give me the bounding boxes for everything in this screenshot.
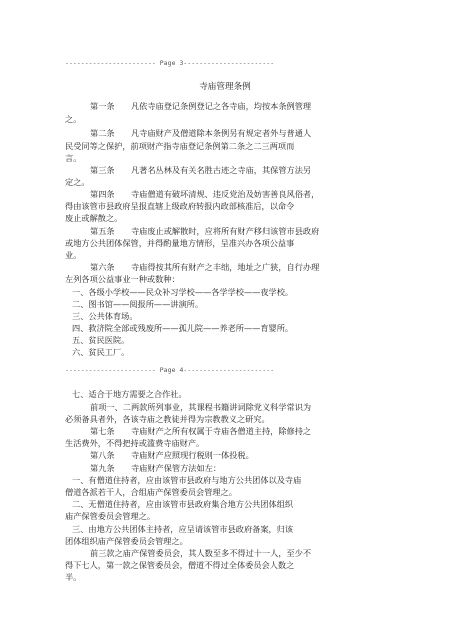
text-line: 民受同等之保护，前项财产指寺庙登记条例第二条之二三两项而 [65,141,295,151]
text-line: 七、适合于地方需要之合作社。 [72,389,187,399]
text-line: 言。 [65,153,82,163]
text-line: 左列各项公益事业一种或数种： [65,274,180,284]
text-line: 第一条 凡依寺庙登记条例登记之各寺庙，均按本条例管理 [90,101,312,111]
text-line: 第九条 寺庙财产保管方法如左： [90,463,222,473]
text-line: 僧道各派若干人，合组庙产保管委员会管理之。 [65,487,237,497]
text-line: 二、图书馆——阅报所——讲演所。 [72,299,204,309]
text-line: 半。 [65,572,82,582]
text-line: 五、贫民医院。 [72,335,130,345]
text-line: 第八条 寺庙财产应照现行税则一体投税。 [90,450,254,460]
text-line: 第七条 寺庙财产之所有权属于寺庙各僧道主持，除修持之 [90,426,312,436]
text-line: 之。 [65,114,82,124]
text-line: 第三条 凡著名丛林及有关名胜古迹之寺庙，其保管方法另 [90,165,312,175]
text-line: 生活费外，不得把持或滥费寺庙财产。 [65,438,205,448]
text-line: 得由该管市县政府呈报直辖上级政府转报内政部核准后，以命令 [65,201,295,211]
text-line: 一、各级小学校——民众补习学校——各学学校——夜学校。 [72,287,294,297]
text-line: 或地方公共团体保管，并得酌量地方情形，呈准兴办各项公益事 [65,238,295,248]
text-line: 定之。 [65,177,90,187]
text-line: 三、公共体育场。 [72,311,138,321]
text-line: 废止或解散之。 [65,213,123,223]
text-line: 前三款之庙产保管委员会，其人数至多不得过十一人，至少不 [90,548,312,558]
text-line: 必须备具者外，各该寺庙之教徒并得为宗教教义之研究。 [65,414,270,424]
page-separator-4: ----------------------- Page 4----------------------- [65,366,275,374]
text-line: 第五条 寺庙废止或解散时，应将所有财产移归该管市县政府 [90,226,320,236]
text-line: 二、无僧道住持者，应由该管市县政府集合地方公共团体组织 [72,499,294,509]
text-line: 六、贫民工厂。 [72,347,130,357]
text-line: 业。 [65,250,82,260]
text-line: 第六条 寺庙得按其所有财产之丰绌，地址之广狭，自行办理 [90,262,320,272]
text-line: 得下七人，第一款之保管委员会，僧道不得过全体委员会人数之 [65,560,295,570]
text-line: 四、救济院全部或残废所——孤儿院——养老所——育婴所。 [72,323,294,333]
text-line: 三、由地方公共团体主持者，应呈请该管市县政府备案，归该 [72,524,294,534]
page-separator-3: ----------------------- Page 3----------------------- [65,59,275,67]
document-title: 寺庙管理条例 [199,82,251,92]
text-line: 庙产保管委员会管理之。 [65,511,156,521]
text-line: 一、有僧道住持者，应由该管市县政府与地方公共团体以及寺庙 [72,475,302,485]
text-line: 前项一、二两款所列事业，其课程书籍讲词除党义科学常识为 [90,402,312,412]
text-line: 第二条 凡寺庙财产及僧道除本条例另有规定者外与普通人 [90,128,312,138]
text-line: 第四条 寺庙僧道有破坏清规、违反党治及妨害善良风俗者， [90,189,320,199]
text-line: 团体组织庙产保管委员会管理之。 [65,536,188,546]
